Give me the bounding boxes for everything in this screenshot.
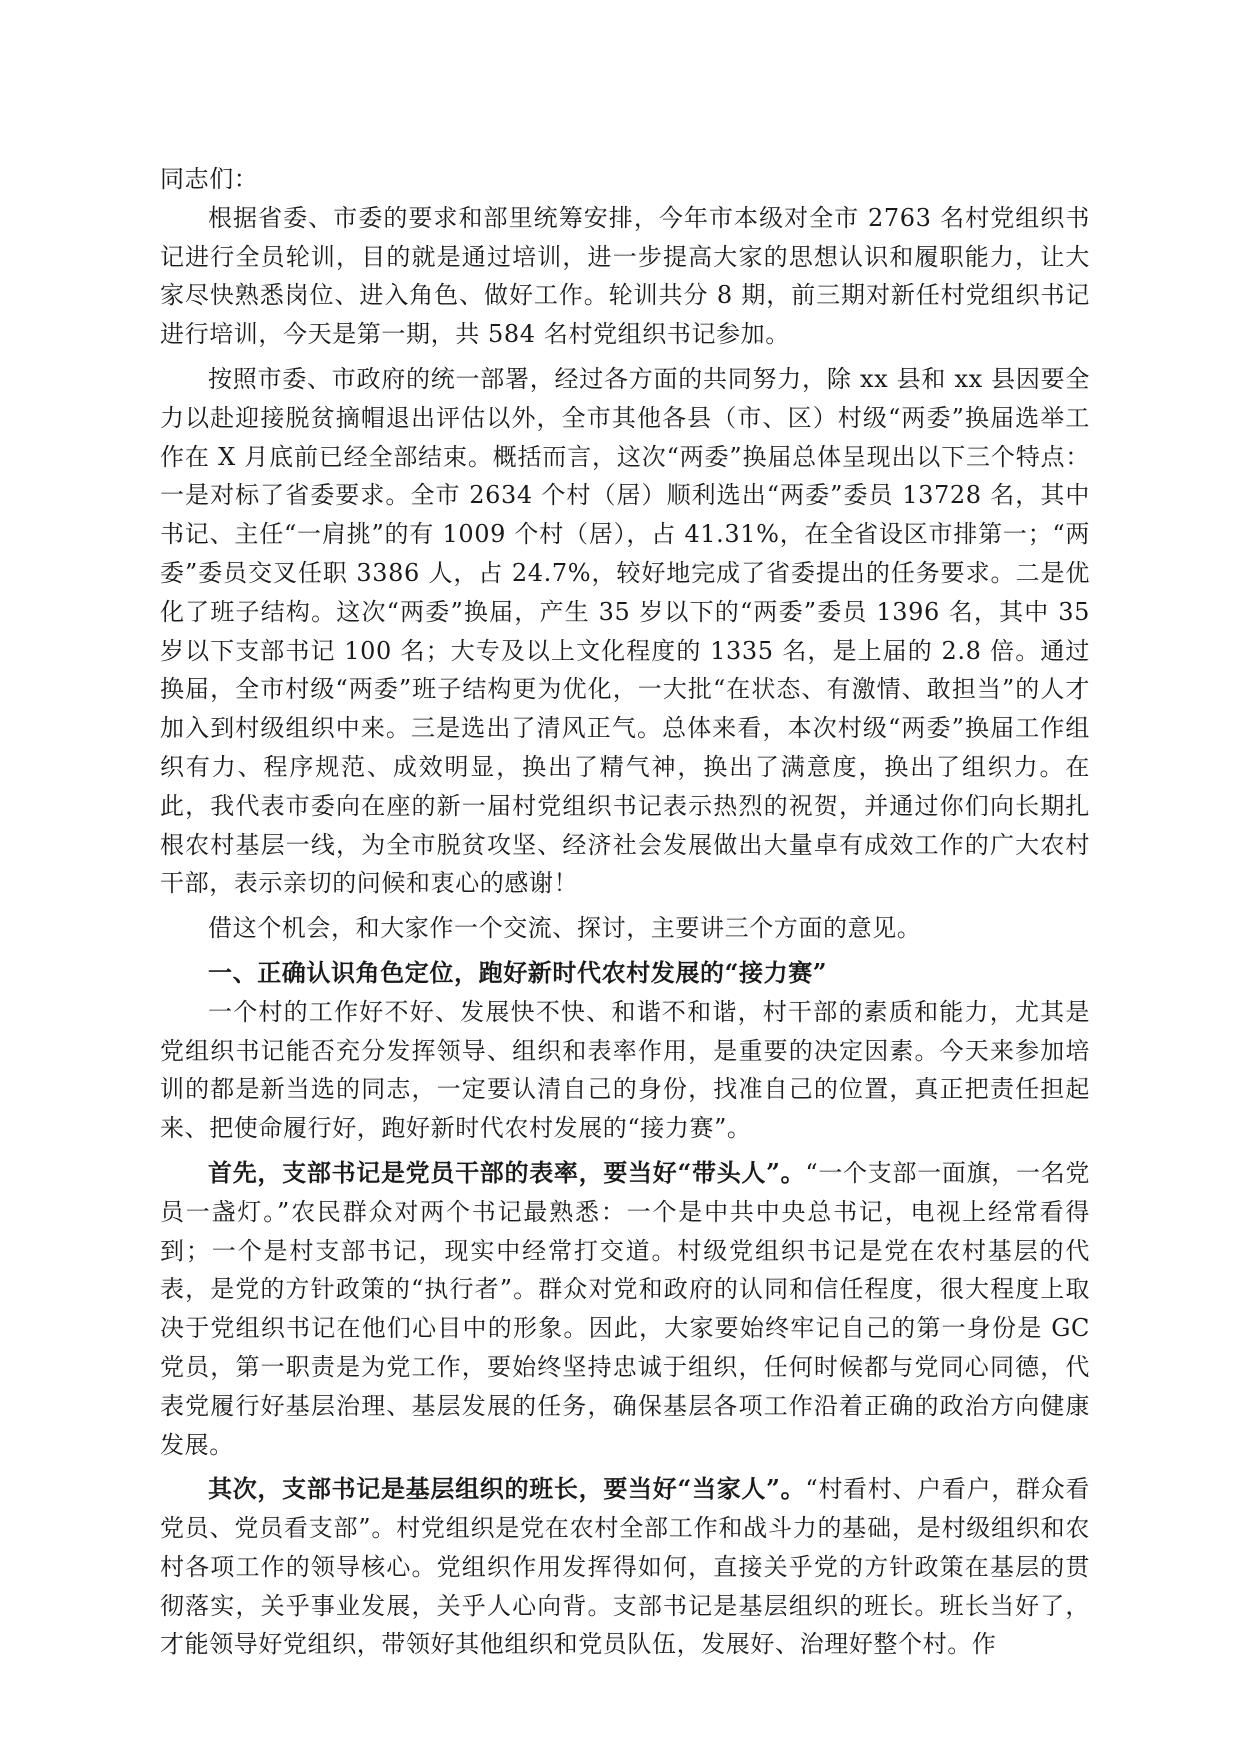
paragraph-point-second — [160, 1470, 1090, 1664]
point-second-lead: 其次，支部书记是基层组织的班长，要当好“当家人”。 — [208, 1474, 806, 1504]
paragraph-transition: 借这个机会，和大家作一个交流、探讨，主要讲三个方面的意见。 — [208, 914, 922, 943]
point-first-lead: 首先，支部书记是党员干部的表率，要当好“带头人”。 — [208, 1157, 806, 1187]
document-page — [160, 160, 1090, 1670]
paragraph-training-overview: 根据省委、市委的要求和部里统筹安排，今年市本级对全市 2763 名村党组织书记进行全员轮训，目的就是通过培训，进一步提高大家的思想认识和履职能力，让大家尽快熟悉岗位、进入角色、做好工作。轮训共分 8 期，前三期对新任村党组织书记进行培训，今天是第一期，共 584 名村党组织书记参加。 — [160, 203, 1090, 349]
paragraph-point-first — [160, 1154, 1090, 1464]
point-first-body: “一个支部一面旗，一名党员一盏灯。”农民群众对两个书记最熟悉：一个是中共中央总书记，电视上经常看得到；一个是村支部书记，现实中经常打交道。村级党组织书记是党在农村基层的代表，是党的方针政策的“执行者”。群众对党和政府的认同和信任程度，很大程度上取决于党组织书记在他们心目中的形象。因此，大家要始终牢记自己的第一身份是 GC 党员，第一职责是为党工作，要始终坚持忠诚于组织，任何时候都与党同心同德，代表党履行好基层治理、基层发展的任务，确保基层各项工作沿着正确的政治方向健康发展。 — [160, 1158, 1091, 1459]
point-second-body: “村看村、户看户，群众看党员、党员看支部”。村党组织是党在农村全部工作和战斗力的基础，是村级组织和农村各项工作的领导核心。党组织作用发挥得如何，直接关乎党的方针政策在基层的贯彻落实，关乎事业发展，关乎人心向背。支部书记是基层组织的班长。班长当好了，才能领导好党组织，带领好其他组织和党员队伍，发展好、治理好整个村。作 — [160, 1475, 1091, 1659]
paragraph-section-intro: 一个村的工作好不好、发展快不快、和谐不和谐，村干部的素质和能力，尤其是党组织书记能否充分发挥领导、组织和表率作用，是重要的决定因素。今天来参加培训的都是新当选的同志，一定要认清自己的身份，找准自己的位置，真正把责任担起来、把使命履行好，跑好新时代农村发展的“接力赛”。 — [160, 997, 1090, 1143]
salutation: 同志们： — [160, 165, 259, 193]
section-heading: 一、正确认识角色定位，跑好新时代农村发展的“接力赛” — [208, 957, 828, 987]
paragraph-election-summary: 按照市委、市政府的统一部署，经过各方面的共同努力，除 xx 县和 xx 县因要全力以赴迎接脱贫摘帽退出评估以外，全市其他各县（市、区）村级“两委”换届选举工作在 X 月底前已经全部结束。概括而言，这次“两委”换届总体呈现出以下三个特点：一是对标了省委要求。全市 2634 个村（居）顺利选出“两委”委员 13728 名，其中书记、主任“一肩挑”的有 1009 个村（居），占 41.31%，在全省设区市排第一；“两委”委员交叉任职 3386 人，占 24.7%，较好地完成了省委提出的任务要求。二是优化了班子结构。这次“两委”换届，产生 35 岁以下的“两委”委员 1396 名，其中 35 岁以下支部书记 100 名；大专及以上文化程度的 1335 名，是上届的 2.8 倍。通过换届，全市村级“两委”班子结构更为优化，一大批“在状态、有激情、敢担当”的人才加入到村级组织中来。三是选出了清风正气。总体来看，本次村级“两委”换届工作组织有力、程序规范、成效明显，换出了精气神，换出了满意度，换出了组织力。在此，我代表市委向在座的新一届村党组织书记表示热烈的祝贺，并通过你们向长期扎根农村基层一线，为全市脱贫攻坚、经济社会发展做出大量卓有成效工作的广大农村干部，表示亲切的问候和衷心的感谢！ — [160, 364, 1090, 898]
